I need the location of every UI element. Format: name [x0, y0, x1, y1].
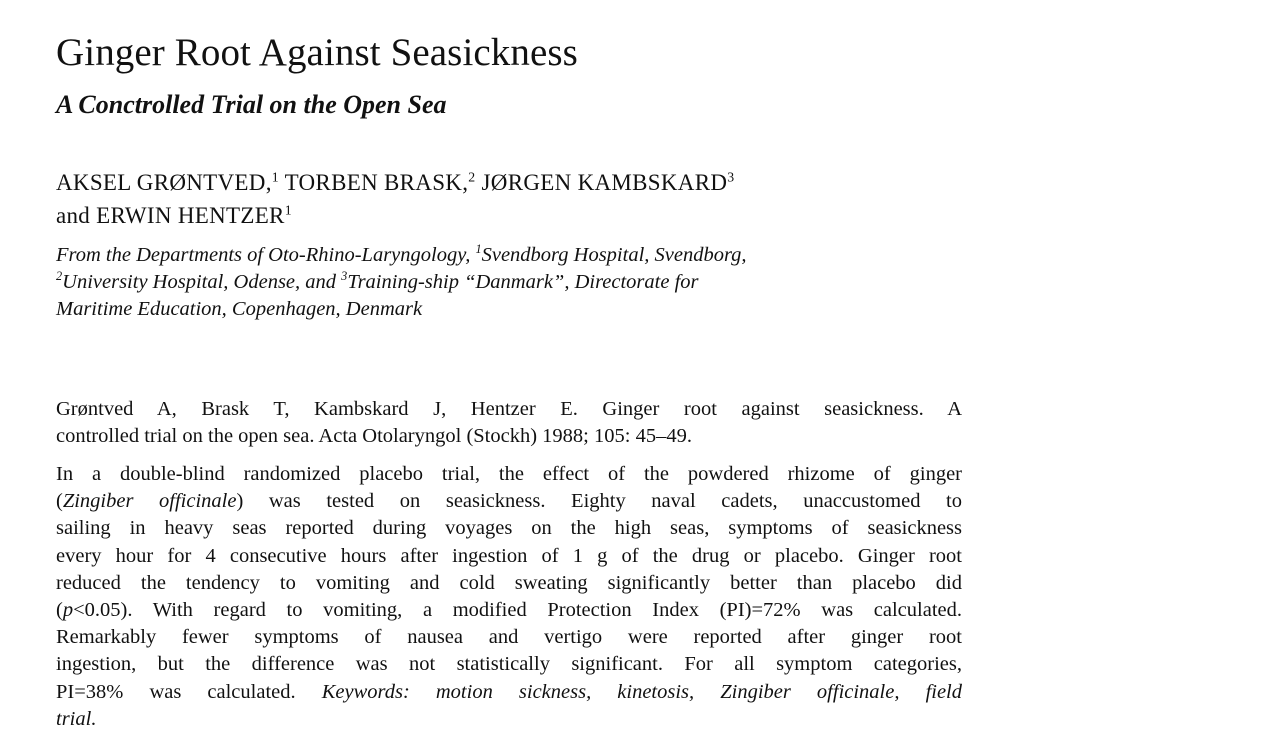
- author-affiliation-mark: 1: [284, 202, 292, 218]
- abstract-line: ingestion, but the difference was not statistically significant. For all symptom categories,: [56, 653, 962, 676]
- author-line-1: [56, 166, 734, 199]
- paper-subtitle: A Conctrolled Trial on the Open Sea: [56, 90, 447, 119]
- abstract-line: every hour for 4 consecutive hours after ingestion of 1 g of the drug or placebo. Ginger root: [56, 544, 962, 567]
- author-name: JØRGEN KAMBSKARD: [481, 170, 728, 195]
- author-affiliation-mark: 3: [727, 169, 735, 185]
- citation-line: controlled trial on the open sea. Acta Otolaryngol (Stockh) 1988; 105: 45–49.: [56, 425, 692, 447]
- author-name: TORBEN BRASK,: [284, 170, 469, 195]
- p-value-symbol: p: [62, 599, 74, 622]
- keywords-continued: trial.: [56, 707, 97, 730]
- affiliation-mark: 3: [341, 269, 348, 284]
- affiliation-institution: Svendborg Hospital, Svendborg,: [481, 244, 747, 266]
- author-list: [56, 166, 734, 232]
- author-affiliation-mark: 1: [271, 169, 279, 185]
- citation-block: [56, 396, 962, 450]
- abstract-line: Remarkably fewer symptoms of nausea and vertigo were reported after ginger root: [56, 626, 962, 649]
- affiliation-line: [56, 269, 747, 296]
- affiliation-institution: University Hospital, Odense, and: [62, 271, 337, 293]
- paper-title: Ginger Root Against Seasickness: [56, 31, 578, 74]
- affiliation-lead: From the Departments of Oto-Rhino-Laryngology,: [56, 244, 471, 266]
- author-affiliation-mark: 2: [468, 169, 476, 185]
- abstract-text: <0.05). With regard to vomiting, a modified Protection Index (PI)=72% was calculated.: [73, 599, 962, 622]
- abstract-line: [56, 488, 962, 515]
- author-name: ERWIN HENTZER: [96, 203, 285, 228]
- abstract-text: (: [56, 599, 63, 622]
- citation-line: Grøntved A, Brask T, Kambskard J, Hentzer E. Ginger root against seasickness. A: [56, 398, 962, 420]
- abstract-line: sailing in heavy seas reported during voyages on the high seas, symptoms of seasickness: [56, 517, 962, 540]
- affiliation-institution: Maritime Education, Copenhagen, Denmark: [56, 298, 423, 320]
- affiliation-line: [56, 242, 747, 269]
- author-line-2: [56, 199, 734, 232]
- affiliation-institution: Training-ship “Danmark”, Directorate for: [347, 271, 699, 293]
- species-name: Zingiber officinale: [62, 490, 237, 513]
- abstract-text: ) was tested on seasickness. Eighty naval cadets, unaccustomed to: [236, 490, 963, 513]
- affiliation-mark: 2: [56, 269, 63, 284]
- abstract-line: [56, 597, 962, 624]
- abstract-text: (: [56, 490, 63, 513]
- affiliations: [56, 242, 747, 323]
- affiliation-mark: 1: [475, 242, 482, 257]
- abstract-block: [56, 461, 962, 733]
- author-name: AKSEL GRØNTVED,: [56, 170, 272, 195]
- keywords: Keywords: motion sickness, kinetosis, Zingiber officinale, field: [321, 680, 963, 703]
- author-joiner: and: [56, 203, 91, 228]
- abstract-line: reduced the tendency to vomiting and cold sweating significantly better than placebo did: [56, 571, 962, 594]
- abstract-line: In a double-blind randomized placebo trial, the effect of the powdered rhizome of ginger: [56, 463, 962, 485]
- affiliation-line: [56, 296, 747, 323]
- abstract-text: PI=38% was calculated.: [56, 680, 296, 703]
- abstract-line: [56, 679, 962, 706]
